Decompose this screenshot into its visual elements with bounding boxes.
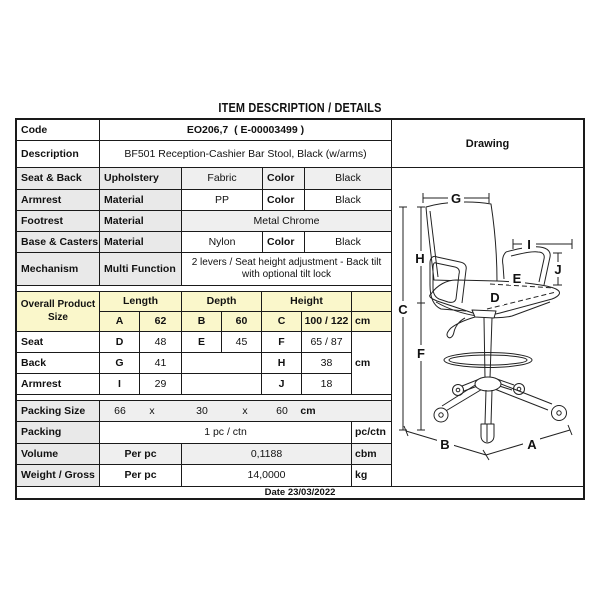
description-value: BF501 Reception-Cashier Bar Stool, Black (w/arms) bbox=[100, 141, 392, 168]
dim-label-d: D bbox=[490, 290, 500, 305]
dim-key-g: G bbox=[100, 353, 140, 374]
packing-size-label: Packing Size bbox=[17, 401, 100, 422]
code-value: EO206,7 ( E-00003499 ) bbox=[100, 120, 392, 141]
drawing-header: Drawing bbox=[392, 120, 583, 168]
date-row: Date 23/03/2022 bbox=[17, 487, 583, 498]
base-casters-value: Nylon bbox=[182, 232, 263, 253]
seat-back-attr: Upholstery bbox=[100, 168, 182, 190]
footrest-value: Metal Chrome bbox=[182, 211, 392, 232]
dim-value-i: 29 bbox=[140, 374, 182, 395]
dim-value-a: 62 bbox=[140, 312, 182, 332]
volume-label: Volume bbox=[17, 444, 100, 465]
drawing-area bbox=[392, 168, 583, 486]
armrest-depth-blank bbox=[182, 374, 262, 395]
code-label: Code bbox=[17, 120, 100, 141]
armrest-row-label: Armrest bbox=[17, 374, 100, 395]
back-depth-blank bbox=[182, 353, 262, 374]
base-casters-attr: Material bbox=[100, 232, 182, 253]
dim-value-c: 100 / 122 bbox=[302, 312, 352, 332]
drawing-panel bbox=[392, 120, 583, 487]
armrest-value: PP bbox=[182, 190, 263, 211]
dim-key-j: J bbox=[262, 374, 302, 395]
description-label: Description bbox=[17, 141, 100, 168]
dim-label-i: I bbox=[527, 237, 531, 252]
dim-key-f: F bbox=[262, 332, 302, 353]
overall-size-label-line1: Overall Product bbox=[20, 299, 96, 310]
chair-base bbox=[434, 377, 567, 443]
dim-key-i: I bbox=[100, 374, 140, 395]
packing-value: 1 pc / ctn bbox=[100, 422, 352, 444]
materials-section bbox=[17, 168, 392, 286]
seat-back-color-value: Black bbox=[305, 168, 392, 190]
packing-size-value bbox=[100, 401, 392, 422]
chair-backrest bbox=[426, 202, 497, 282]
dim-key-b: B bbox=[182, 312, 222, 332]
dim-value-f: 65 / 87 bbox=[302, 332, 352, 353]
header-corner-blank bbox=[352, 292, 392, 312]
footrest-label: Footrest bbox=[17, 211, 100, 232]
seat-row-label: Seat bbox=[17, 332, 100, 353]
dim-label-f: F bbox=[417, 346, 425, 361]
back-row-label: Back bbox=[17, 353, 100, 374]
seat-back-value: Fabric bbox=[182, 168, 263, 190]
packing-size-part: 30 bbox=[196, 404, 208, 417]
weight-unit: kg bbox=[352, 465, 392, 487]
seat-back-label: Seat & Back bbox=[17, 168, 100, 190]
dim-value-g: 41 bbox=[140, 353, 182, 374]
armrest-attr: Material bbox=[100, 190, 182, 211]
dim-key-e: E bbox=[182, 332, 222, 353]
dim-label-e: E bbox=[512, 271, 522, 286]
dimensions-section bbox=[17, 292, 392, 395]
packing-size-part: 60 bbox=[276, 404, 288, 417]
packing-size-part: 66 bbox=[114, 404, 126, 417]
weight-qualifier: Per pc bbox=[100, 465, 182, 487]
overall-size-label-line2: Size bbox=[47, 311, 68, 323]
spec-table-frame bbox=[15, 118, 585, 500]
dim-key-a: A bbox=[100, 312, 140, 332]
dim-lines-vertical bbox=[399, 207, 425, 430]
depth-header: Depth bbox=[182, 292, 262, 312]
dim-value-b: 60 bbox=[222, 312, 262, 332]
dim-value-e: 45 bbox=[222, 332, 262, 353]
volume-value: 0,1188 bbox=[182, 444, 352, 465]
weight-value: 14,0000 bbox=[182, 465, 352, 487]
rows-unit: cm bbox=[352, 332, 392, 395]
dim-value-d: 48 bbox=[140, 332, 182, 353]
dim-label-h: H bbox=[415, 251, 425, 266]
footrest-attr: Material bbox=[100, 211, 182, 232]
armrest-label: Armrest bbox=[17, 190, 100, 211]
packing-unit: pc/ctn bbox=[352, 422, 392, 444]
packing-size-unit: cm bbox=[300, 404, 316, 417]
armrest-color-label: Color bbox=[263, 190, 305, 211]
weight-label: Weight / Gross bbox=[17, 465, 100, 487]
page-title: ITEM DESCRIPTION / DETAILS bbox=[218, 100, 382, 115]
dim-key-h: H bbox=[262, 353, 302, 374]
dim-key-d: D bbox=[100, 332, 140, 353]
dim-value-j: 18 bbox=[302, 374, 352, 395]
volume-unit: cbm bbox=[352, 444, 392, 465]
base-casters-color-value: Black bbox=[305, 232, 392, 253]
mechanism-value: 2 levers / Seat height adjustment - Back tilt with optional tilt lock bbox=[182, 253, 392, 286]
dim-label-g: G bbox=[450, 191, 462, 206]
overall-unit: cm bbox=[352, 312, 392, 332]
base-casters-label: Base & Casters bbox=[17, 232, 100, 253]
chair-drawing bbox=[392, 168, 583, 486]
seat-back-color-label: Color bbox=[263, 168, 305, 190]
dim-label-j: J bbox=[554, 262, 562, 277]
mechanism-attr: Multi Function bbox=[100, 253, 182, 286]
packing-size-separator: x bbox=[149, 404, 155, 417]
dim-label-a: A bbox=[527, 437, 537, 452]
dim-value-h: 38 bbox=[302, 353, 352, 374]
armrest-color-value: Black bbox=[305, 190, 392, 211]
packing-size-separator: x bbox=[242, 404, 248, 417]
chair-footrest-ring bbox=[444, 353, 532, 368]
dim-key-c: C bbox=[262, 312, 302, 332]
packing-label: Packing bbox=[17, 422, 100, 444]
volume-qualifier: Per pc bbox=[100, 444, 182, 465]
base-casters-color-label: Color bbox=[263, 232, 305, 253]
dim-label-c: C bbox=[398, 302, 408, 317]
dim-label-b: B bbox=[440, 437, 450, 452]
mechanism-label: Mechanism bbox=[17, 253, 100, 286]
height-header: Height bbox=[262, 292, 352, 312]
spec-table bbox=[17, 120, 392, 487]
overall-size-label bbox=[17, 292, 100, 332]
packing-section bbox=[17, 401, 392, 487]
info-section bbox=[17, 120, 392, 168]
length-header: Length bbox=[100, 292, 182, 312]
